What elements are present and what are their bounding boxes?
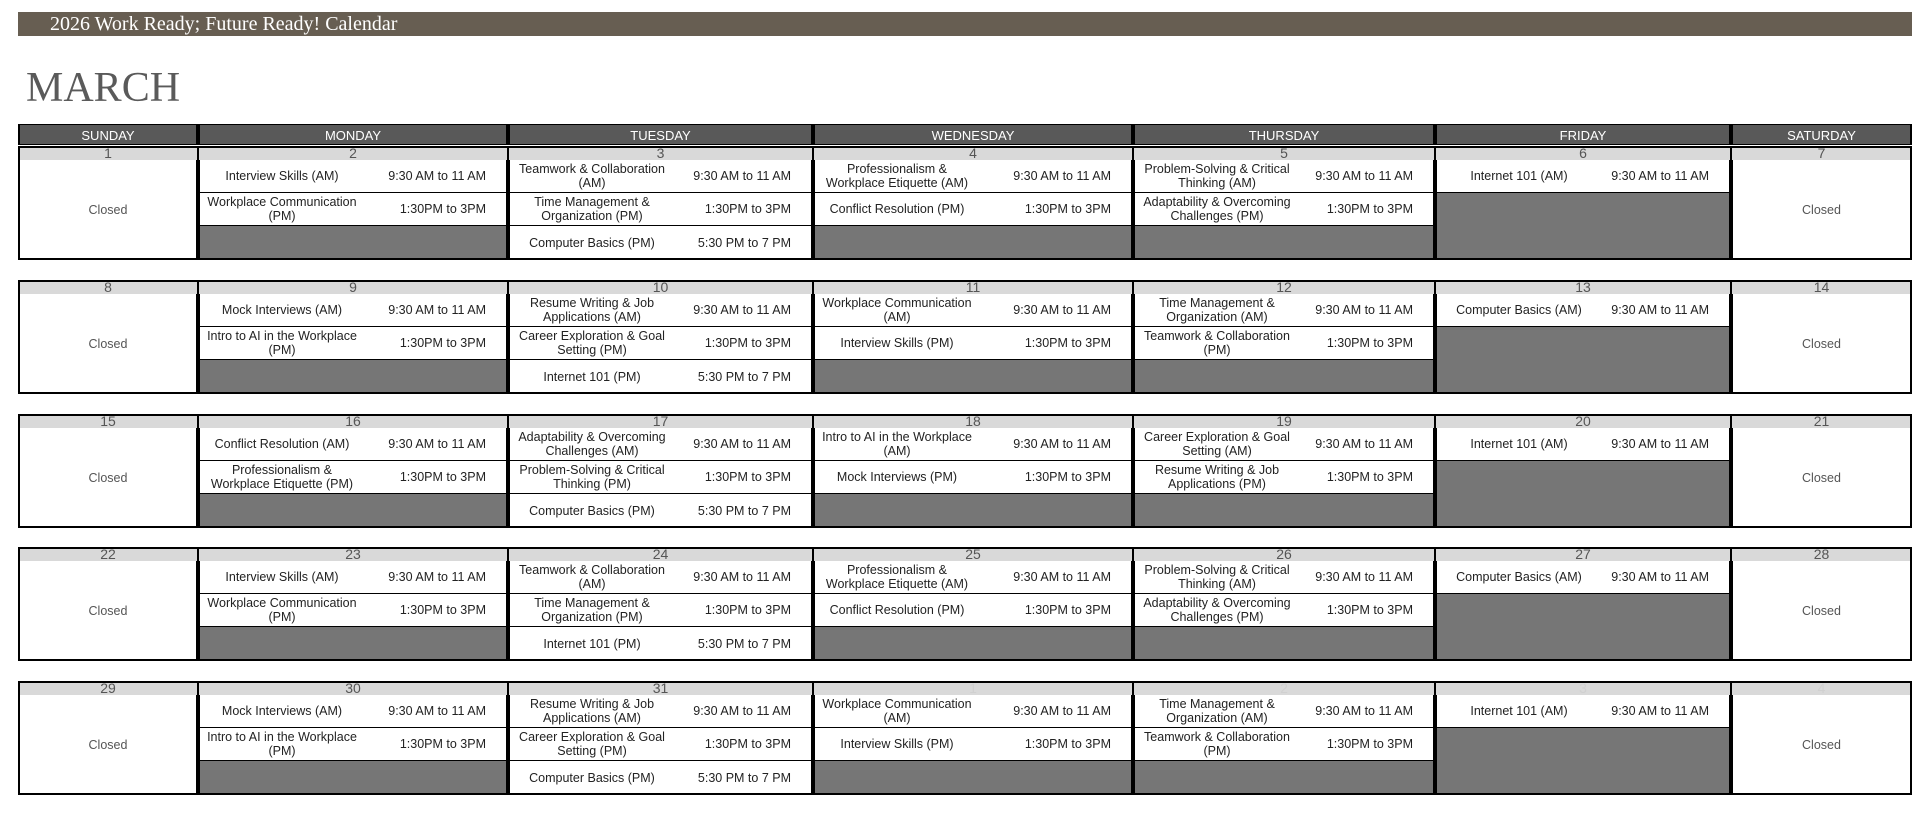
- date-number: 26: [1133, 547, 1435, 561]
- session-name: Resume Writing & Job Applications (AM): [529, 697, 655, 725]
- empty-slot: [1135, 360, 1433, 394]
- session-time: 9:30 AM to 11 AM: [388, 437, 486, 451]
- session-name: Computer Basics (PM): [529, 504, 655, 518]
- date-number: 20: [1435, 414, 1731, 428]
- date-number: 4: [1731, 681, 1912, 695]
- closed-label: Closed: [1802, 337, 1841, 351]
- session-time: 1:30PM to 3PM: [1326, 737, 1413, 751]
- closed-label: Closed: [1802, 203, 1841, 217]
- day-cell: [508, 561, 813, 661]
- session-time: 1:30PM to 3PM: [704, 603, 791, 617]
- date-number: 27: [1435, 547, 1731, 561]
- day-header-tuesday: TUESDAY: [508, 124, 813, 145]
- date-number: 14: [1731, 280, 1912, 294]
- day-cell: [1731, 428, 1912, 528]
- session-time: 1:30PM to 3PM: [1326, 603, 1413, 617]
- date-number: 5: [1133, 146, 1435, 160]
- session-name: Teamwork & Collaboration (AM): [519, 563, 665, 591]
- session-name: Adaptability & Overcoming Challenges (PM): [1143, 596, 1291, 624]
- session-slot[interactable]: [1135, 561, 1433, 594]
- closed-label: Closed: [1802, 738, 1841, 752]
- empty-slot: [1135, 494, 1433, 528]
- day-cell: [1731, 695, 1912, 795]
- session-name: Interview Skills (AM): [225, 169, 339, 183]
- session-time: 9:30 AM to 11 AM: [388, 570, 486, 584]
- session-slot[interactable]: [1437, 160, 1729, 193]
- session-slot[interactable]: [815, 428, 1131, 461]
- day-cell: [1435, 428, 1731, 528]
- day-header-friday: FRIDAY: [1435, 124, 1731, 145]
- day-cell: [1731, 294, 1912, 394]
- session-name: Time Management & Organization (AM): [1159, 296, 1275, 324]
- session-time: 1:30PM to 3PM: [704, 336, 791, 350]
- day-cell: [18, 428, 198, 528]
- session-name: Professionalism & Workplace Etiquette (AM): [825, 563, 969, 591]
- session-name: Resume Writing & Job Applications (PM): [1154, 463, 1280, 491]
- session-time: 5:30 PM to 7 PM: [697, 771, 791, 785]
- date-number: 12: [1133, 280, 1435, 294]
- session-time: 9:30 AM to 11 AM: [1013, 704, 1111, 718]
- session-name: Interview Skills (PM): [840, 737, 954, 751]
- session-name: Mock Interviews (PM): [836, 470, 958, 484]
- session-name: Professionalism & Workplace Etiquette (AM): [825, 162, 969, 190]
- session-slot[interactable]: [815, 294, 1131, 327]
- session-time: 1:30PM to 3PM: [704, 202, 791, 216]
- session-time: 9:30 AM to 11 AM: [388, 169, 486, 183]
- session-name: Time Management & Organization (PM): [534, 195, 650, 223]
- session-slot[interactable]: [200, 561, 506, 594]
- session-time: 1:30PM to 3PM: [1024, 202, 1111, 216]
- date-number: 16: [198, 414, 508, 428]
- date-number: 28: [1731, 547, 1912, 561]
- session-time: 1:30PM to 3PM: [704, 737, 791, 751]
- session-time: 5:30 PM to 7 PM: [697, 637, 791, 651]
- date-number: 2: [198, 146, 508, 160]
- session-name: Teamwork & Collaboration (AM): [519, 162, 665, 190]
- session-slot[interactable]: [510, 594, 811, 627]
- session-name: Problem-Solving & Critical Thinking (PM): [519, 463, 665, 491]
- session-slot[interactable]: [200, 695, 506, 728]
- session-name: Computer Basics (AM): [1456, 303, 1582, 317]
- session-slot[interactable]: [1135, 327, 1433, 360]
- date-number: 17: [508, 414, 813, 428]
- session-slot[interactable]: [815, 327, 1131, 360]
- session-time: 1:30PM to 3PM: [399, 737, 486, 751]
- day-header-saturday: SATURDAY: [1731, 124, 1912, 145]
- date-number: 3: [508, 146, 813, 160]
- empty-slot: [1437, 193, 1729, 260]
- month-title: MARCH: [26, 65, 181, 111]
- session-name: Workplace Communication (PM): [207, 195, 357, 223]
- empty-slot: [1437, 461, 1729, 528]
- day-cell: [198, 561, 508, 661]
- session-name: Workplace Communication (PM): [207, 596, 357, 624]
- session-time: 1:30PM to 3PM: [399, 202, 486, 216]
- closed-label: Closed: [88, 738, 128, 752]
- day-cell: [1133, 428, 1435, 528]
- date-number: 30: [198, 681, 508, 695]
- session-slot[interactable]: [1437, 695, 1729, 728]
- session-name: Mock Interviews (AM): [221, 303, 343, 317]
- session-time: 9:30 AM to 11 AM: [1013, 303, 1111, 317]
- day-cell: [508, 695, 813, 795]
- session-time: 9:30 AM to 11 AM: [1013, 570, 1111, 584]
- session-slot[interactable]: [815, 695, 1131, 728]
- day-header-wednesday: WEDNESDAY: [813, 124, 1133, 145]
- calendar-title: 2026 Work Ready; Future Ready! Calendar: [50, 13, 398, 35]
- session-name: Teamwork & Collaboration (PM): [1144, 730, 1290, 758]
- session-time: 9:30 AM to 11 AM: [693, 704, 791, 718]
- session-time: 9:30 AM to 11 AM: [1315, 169, 1413, 183]
- session-time: 1:30PM to 3PM: [1024, 737, 1111, 751]
- session-name: Career Exploration & Goal Setting (PM): [519, 730, 665, 758]
- empty-slot: [200, 761, 506, 795]
- session-name: Internet 101 (PM): [543, 637, 641, 651]
- session-time: 1:30PM to 3PM: [704, 470, 791, 484]
- session-time: 5:30 PM to 7 PM: [697, 236, 791, 250]
- session-time: 1:30PM to 3PM: [1024, 336, 1111, 350]
- date-number: 19: [1133, 414, 1435, 428]
- session-time: 9:30 AM to 11 AM: [388, 704, 486, 718]
- day-header-monday: MONDAY: [198, 124, 508, 145]
- date-number: 11: [813, 280, 1133, 294]
- session-slot[interactable]: [1135, 160, 1433, 193]
- session-slot[interactable]: [815, 461, 1131, 494]
- session-name: Adaptability & Overcoming Challenges (PM): [1143, 195, 1291, 223]
- day-cell: [1731, 160, 1912, 260]
- session-name: Workplace Communication (AM): [822, 296, 972, 324]
- session-slot[interactable]: [200, 294, 506, 327]
- session-name: Problem-Solving & Critical Thinking (AM): [1144, 162, 1290, 190]
- session-name: Time Management & Organization (AM): [1159, 697, 1275, 725]
- empty-slot: [815, 226, 1131, 260]
- empty-slot: [1135, 627, 1433, 661]
- session-slot[interactable]: [510, 294, 811, 327]
- session-slot[interactable]: [815, 594, 1131, 627]
- session-slot[interactable]: [510, 695, 811, 728]
- day-cell: [198, 294, 508, 394]
- session-time: 9:30 AM to 11 AM: [1315, 437, 1413, 451]
- session-time: 1:30PM to 3PM: [1024, 470, 1111, 484]
- session-name: Computer Basics (AM): [1456, 570, 1582, 584]
- session-slot[interactable]: [200, 327, 506, 360]
- day-cell: [1133, 294, 1435, 394]
- session-slot[interactable]: [510, 327, 811, 360]
- day-cell: [508, 294, 813, 394]
- session-slot[interactable]: [1437, 294, 1729, 327]
- session-slot[interactable]: [510, 428, 811, 461]
- session-name: Intro to AI in the Workplace (AM): [822, 430, 972, 458]
- session-name: Career Exploration & Goal Setting (AM): [1144, 430, 1290, 458]
- session-slot[interactable]: [1135, 695, 1433, 728]
- session-slot[interactable]: [510, 360, 811, 394]
- session-slot[interactable]: [200, 160, 506, 193]
- date-number: 4: [813, 146, 1133, 160]
- day-cell: [508, 160, 813, 260]
- session-time: 1:30PM to 3PM: [1326, 202, 1413, 216]
- empty-slot: [1135, 226, 1433, 260]
- session-name: Adaptability & Overcoming Challenges (AM): [518, 430, 666, 458]
- day-cell: [1435, 561, 1731, 661]
- session-name: Problem-Solving & Critical Thinking (AM): [1144, 563, 1290, 591]
- session-slot[interactable]: [815, 160, 1131, 193]
- session-time: 1:30PM to 3PM: [399, 336, 486, 350]
- date-number: 18: [813, 414, 1133, 428]
- session-slot[interactable]: [1135, 594, 1433, 627]
- session-slot[interactable]: [815, 561, 1131, 594]
- session-name: Workplace Communication (AM): [822, 697, 972, 725]
- empty-slot: [200, 226, 506, 260]
- session-slot[interactable]: [1135, 728, 1433, 761]
- session-time: 1:30PM to 3PM: [1024, 603, 1111, 617]
- date-number: 2: [1133, 681, 1435, 695]
- session-slot[interactable]: [815, 728, 1131, 761]
- day-cell: [1133, 695, 1435, 795]
- day-cell: [198, 695, 508, 795]
- date-number: 29: [18, 681, 198, 695]
- session-time: 1:30PM to 3PM: [1326, 336, 1413, 350]
- date-number: 15: [18, 414, 198, 428]
- closed-label: Closed: [88, 203, 128, 217]
- empty-slot: [815, 761, 1131, 795]
- day-cell: [198, 160, 508, 260]
- date-number: 25: [813, 547, 1133, 561]
- session-name: Interview Skills (AM): [225, 570, 339, 584]
- session-time: 9:30 AM to 11 AM: [1013, 437, 1111, 451]
- closed-label: Closed: [88, 471, 128, 485]
- day-cell: [813, 561, 1133, 661]
- empty-slot: [200, 494, 506, 528]
- session-slot[interactable]: [1135, 461, 1433, 494]
- day-cell: [198, 428, 508, 528]
- date-number: 1: [813, 681, 1133, 695]
- date-number: 1: [18, 146, 198, 160]
- session-time: 9:30 AM to 11 AM: [1611, 704, 1709, 718]
- day-cell: [18, 160, 198, 260]
- date-number: 3: [1435, 681, 1731, 695]
- day-cell: [18, 695, 198, 795]
- day-cell: [18, 294, 198, 394]
- session-name: Conflict Resolution (PM): [829, 603, 965, 617]
- session-time: 9:30 AM to 11 AM: [1611, 303, 1709, 317]
- session-name: Intro to AI in the Workplace (PM): [207, 329, 357, 357]
- date-number: 6: [1435, 146, 1731, 160]
- session-name: Internet 101 (PM): [543, 370, 641, 384]
- session-time: 9:30 AM to 11 AM: [1611, 437, 1709, 451]
- empty-slot: [815, 494, 1131, 528]
- session-slot[interactable]: [510, 226, 811, 260]
- session-slot[interactable]: [1437, 428, 1729, 461]
- session-slot[interactable]: [200, 193, 506, 226]
- session-slot[interactable]: [510, 761, 811, 795]
- empty-slot: [200, 627, 506, 661]
- date-number: 13: [1435, 280, 1731, 294]
- day-cell: [1133, 160, 1435, 260]
- session-name: Career Exploration & Goal Setting (PM): [519, 329, 665, 357]
- empty-slot: [200, 360, 506, 394]
- session-slot[interactable]: [510, 728, 811, 761]
- date-number: 31: [508, 681, 813, 695]
- session-slot[interactable]: [1135, 193, 1433, 226]
- session-time: 9:30 AM to 11 AM: [1315, 303, 1413, 317]
- date-number: 24: [508, 547, 813, 561]
- session-time: 5:30 PM to 7 PM: [697, 504, 791, 518]
- date-number: 7: [1731, 146, 1912, 160]
- session-time: 5:30 PM to 7 PM: [697, 370, 791, 384]
- session-time: 1:30PM to 3PM: [399, 470, 486, 484]
- session-name: Resume Writing & Job Applications (AM): [529, 296, 655, 324]
- session-time: 9:30 AM to 11 AM: [388, 303, 486, 317]
- empty-slot: [815, 360, 1131, 394]
- session-name: Mock Interviews (AM): [221, 704, 343, 718]
- session-name: Internet 101 (AM): [1470, 437, 1568, 451]
- session-slot[interactable]: [200, 428, 506, 461]
- session-name: Computer Basics (PM): [529, 236, 655, 250]
- session-name: Conflict Resolution (AM): [214, 437, 350, 451]
- date-number: 22: [18, 547, 198, 561]
- session-slot[interactable]: [510, 160, 811, 193]
- day-cell: [813, 695, 1133, 795]
- session-time: 9:30 AM to 11 AM: [693, 169, 791, 183]
- day-cell: [508, 428, 813, 528]
- session-time: 9:30 AM to 11 AM: [1611, 570, 1709, 584]
- day-cell: [1435, 695, 1731, 795]
- closed-label: Closed: [1802, 604, 1841, 618]
- date-number: 9: [198, 280, 508, 294]
- date-number: 8: [18, 280, 198, 294]
- session-time: 9:30 AM to 11 AM: [1611, 169, 1709, 183]
- session-slot[interactable]: [510, 561, 811, 594]
- session-time: 1:30PM to 3PM: [399, 603, 486, 617]
- session-slot[interactable]: [815, 193, 1131, 226]
- date-number: 23: [198, 547, 508, 561]
- day-cell: [1731, 561, 1912, 661]
- day-cell: [813, 428, 1133, 528]
- closed-label: Closed: [88, 337, 128, 351]
- session-slot[interactable]: [510, 461, 811, 494]
- empty-slot: [1437, 327, 1729, 394]
- session-time: 1:30PM to 3PM: [1326, 470, 1413, 484]
- session-slot[interactable]: [200, 594, 506, 627]
- session-name: Computer Basics (PM): [529, 771, 655, 785]
- closed-label: Closed: [88, 604, 128, 618]
- date-number: 21: [1731, 414, 1912, 428]
- session-name: Intro to AI in the Workplace (PM): [207, 730, 357, 758]
- day-cell: [1435, 160, 1731, 260]
- session-slot[interactable]: [1135, 294, 1433, 327]
- session-slot[interactable]: [200, 728, 506, 761]
- session-slot[interactable]: [510, 494, 811, 528]
- day-cell: [1133, 561, 1435, 661]
- empty-slot: [1135, 761, 1433, 795]
- session-slot[interactable]: [200, 461, 506, 494]
- session-time: 9:30 AM to 11 AM: [1013, 169, 1111, 183]
- session-name: Internet 101 (AM): [1470, 169, 1568, 183]
- session-slot[interactable]: [510, 193, 811, 226]
- session-time: 9:30 AM to 11 AM: [1315, 704, 1413, 718]
- session-name: Teamwork & Collaboration (PM): [1144, 329, 1290, 357]
- session-slot[interactable]: [1135, 428, 1433, 461]
- day-header-sunday: SUNDAY: [18, 124, 198, 145]
- session-time: 9:30 AM to 11 AM: [693, 303, 791, 317]
- session-slot[interactable]: [510, 627, 811, 661]
- session-name: Conflict Resolution (PM): [829, 202, 965, 216]
- session-time: 9:30 AM to 11 AM: [1315, 570, 1413, 584]
- session-name: Professionalism & Workplace Etiquette (PM): [210, 463, 354, 491]
- empty-slot: [1437, 594, 1729, 661]
- day-cell: [1435, 294, 1731, 394]
- closed-label: Closed: [1802, 471, 1841, 485]
- day-cell: [813, 294, 1133, 394]
- session-slot[interactable]: [1437, 561, 1729, 594]
- empty-slot: [815, 627, 1131, 661]
- empty-slot: [1437, 728, 1729, 795]
- day-header-thursday: THURSDAY: [1133, 124, 1435, 145]
- session-name: Time Management & Organization (PM): [534, 596, 650, 624]
- day-cell: [813, 160, 1133, 260]
- date-number: 10: [508, 280, 813, 294]
- session-name: Internet 101 (AM): [1470, 704, 1568, 718]
- day-cell: [18, 561, 198, 661]
- session-time: 9:30 AM to 11 AM: [693, 437, 791, 451]
- session-name: Interview Skills (PM): [840, 336, 954, 350]
- session-time: 9:30 AM to 11 AM: [693, 570, 791, 584]
